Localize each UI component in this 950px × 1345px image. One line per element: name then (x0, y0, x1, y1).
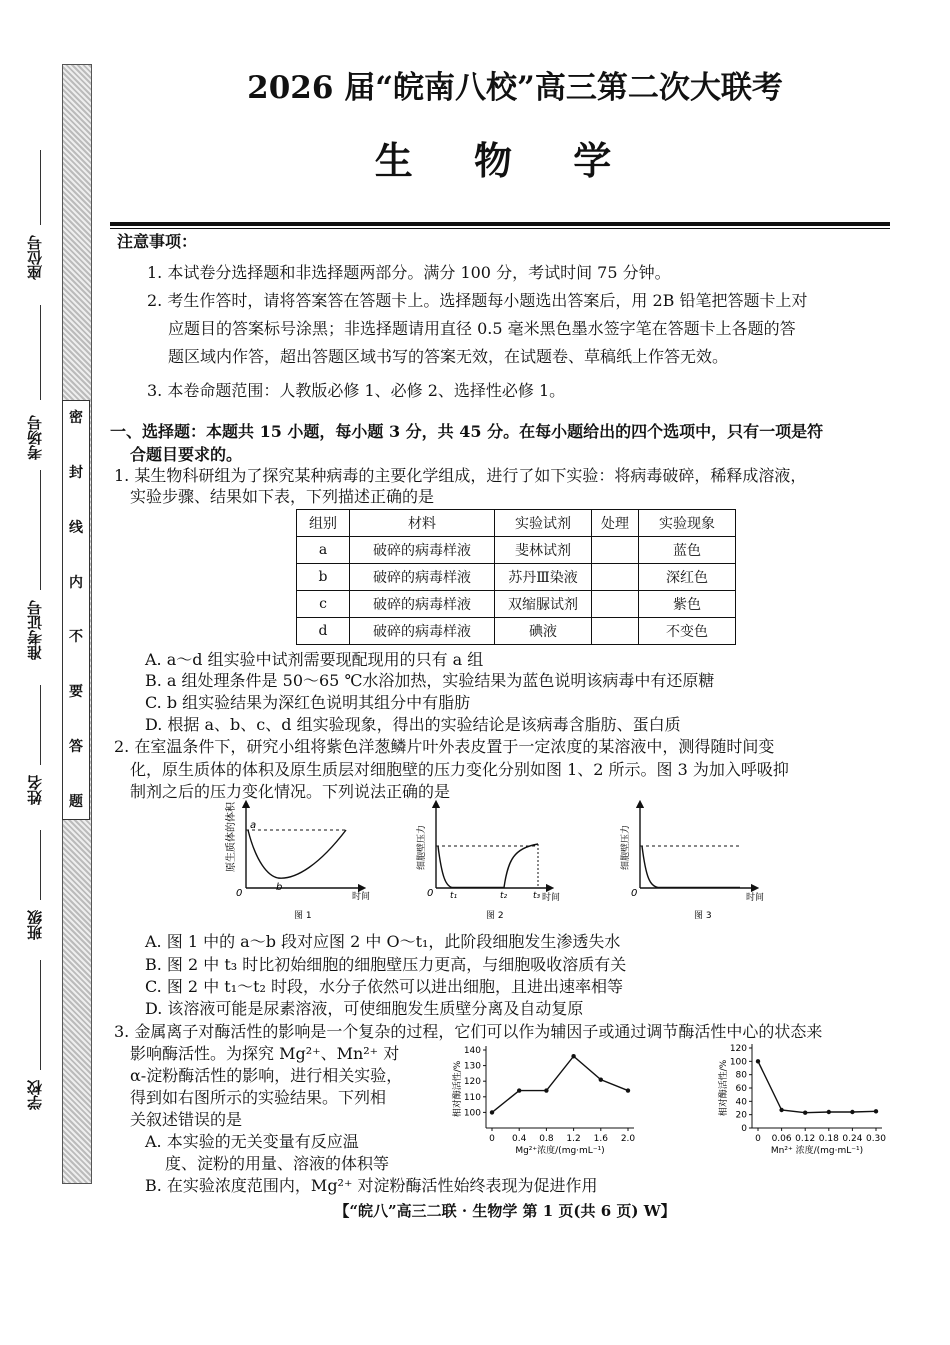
table-cell: 破碎的病毒样液 (350, 564, 495, 591)
school-field[interactable] (40, 960, 41, 1070)
table-row (297, 537, 736, 564)
table-row (297, 564, 736, 591)
q2-stem-cont: 制剂之后的压力变化情况。下列说法正确的是 (130, 782, 451, 801)
section-heading: 一、选择题：本题共 15 小题，每小题 3 分，共 45 分。在每小题给出的四个选项中，只有一项是符 (110, 422, 824, 441)
data-point (850, 1110, 854, 1114)
mn-chart (708, 1040, 898, 1165)
table-header: 实验试剂 (495, 510, 592, 537)
q1-stem: 1. 某生物科研组为了探究某种病毒的主要化学组成，进行了如下实验：将病毒破碎，稀释成溶液， (114, 466, 807, 485)
table-cell: b (297, 564, 350, 591)
q2-option-b: B. 图 2 中 t₃ 时比初始细胞的细胞壁压力更高，与细胞吸收溶质有关 (145, 955, 627, 974)
y-tick-label: 20 (735, 1110, 747, 1121)
x-tick-label: 0.12 (795, 1134, 816, 1144)
y-tick-label: 120 (463, 1077, 481, 1088)
table-cell: 蓝色 (639, 537, 736, 564)
x-tick-label: 0.06 (771, 1134, 792, 1144)
subject-title: 生 物 学 (374, 138, 636, 183)
data-point (599, 1077, 603, 1081)
table-header: 处理 (592, 510, 639, 537)
fig2-t2: t₂ (500, 891, 508, 901)
table-cell (592, 618, 639, 645)
data-point (803, 1110, 807, 1114)
x-tick-label: 0.24 (842, 1134, 863, 1144)
data-point (626, 1088, 630, 1092)
table-cell: 深红色 (639, 564, 736, 591)
table-cell: 破碎的病毒样液 (350, 618, 495, 645)
section-heading-cont: 合题目要求的。 (130, 445, 243, 464)
table-header: 材料 (350, 510, 495, 537)
x-tick-label: 0 (755, 1134, 761, 1144)
q2-option-a: A. 图 1 中的 a～b 段对应图 2 中 O～t₁，此阶段细胞发生渗透失水 (145, 932, 621, 951)
table-cell: c (297, 591, 350, 618)
q3-stem-cont: α-淀粉酶活性的影响，进行相关实验， (130, 1066, 403, 1085)
room-label: 考场号 (26, 415, 44, 460)
mg-chart (430, 1040, 650, 1165)
q3-stem-cont: 关叙述错误的是 (130, 1110, 243, 1129)
notice-item: 2. 考生作答时，请将答案答在答题卡上。选择题每小题选出答案后，用 2B 铅笔把答题卡上对 (147, 291, 808, 310)
data-point (756, 1059, 760, 1063)
y-tick-label: 40 (735, 1097, 747, 1108)
q1-option-a: A. a～d 组实验中试剂需要现配现用的只有 a 组 (145, 650, 484, 669)
q1-option-d: D. 根据 a、b、c、d 组实验现象，得出的实验结论是该病毒含脂肪、蛋白质 (145, 715, 681, 734)
table-cell: 碘液 (495, 618, 592, 645)
q3-option-b: B. 在实验浓度范围内，Mg²⁺ 对淀粉酶活性始终表现为促进作用 (145, 1176, 598, 1195)
y-axis-label: 相对酶活性/% (719, 1059, 729, 1117)
fig2-curve (438, 844, 538, 888)
seal-warning-box (62, 400, 90, 820)
notice-item: 1. 本试卷分选择题和非选择题两部分。满分 100 分，考试时间 75 分钟。 (147, 263, 671, 282)
data-point (874, 1109, 878, 1113)
table-header: 组别 (297, 510, 350, 537)
q1-option-c: C. b 组实验结果为深红色说明其组分中有脂肪 (145, 693, 471, 712)
table-cell: a (297, 537, 350, 564)
data-point (544, 1088, 548, 1092)
q2-stem: 2. 在室温条件下，研究小组将紫色洋葱鳞片叶外表皮置于一定浓度的某溶液中，测得随时间变 (114, 737, 775, 756)
q1-option-b: B. a 组处理条件是 50～65 ℃水浴加热，实验结果为蓝色说明该病毒中有还原糖 (145, 671, 715, 690)
x-axis-label: Mn²⁺ 浓度/(mg·mL⁻¹) (770, 1146, 864, 1156)
q3-option-a: A. 本实验的无关变量有反应温 (145, 1132, 359, 1151)
seal-char: 不 (69, 629, 83, 646)
x-tick-label: 0.8 (539, 1134, 554, 1144)
fig3-origin: 0 (631, 888, 638, 899)
fig3-ylabel: 细胞壁压力 (621, 824, 631, 870)
fig1-xlabel: 时间 (352, 892, 371, 902)
q2-option-d: D. 该溶液可能是尿素溶液，可使细胞发生质壁分离及自动复原 (145, 999, 584, 1018)
table-header: 实验现象 (639, 510, 736, 537)
seal-char: 内 (69, 574, 83, 591)
x-tick-label: 0.18 (818, 1134, 839, 1144)
fig2-xlabel: 时间 (542, 893, 561, 903)
fig1-curve (248, 830, 346, 878)
header-rule (110, 222, 890, 226)
data-point (779, 1108, 783, 1112)
seal-char: 答 (69, 739, 83, 756)
q2-option-c: C. 图 2 中 t₁～t₂ 时段，水分子依然可以进出细胞，且进出速率相等 (145, 977, 624, 996)
name-label: 姓名 (26, 775, 44, 805)
fig3-caption: 图 3 (694, 911, 712, 921)
figure-1 (224, 801, 370, 921)
table-cell (592, 537, 639, 564)
fig2-t3: t₃ (533, 891, 541, 901)
q2-figures (220, 800, 780, 928)
table-row (297, 591, 736, 618)
table-cell (592, 591, 639, 618)
table-cell: 破碎的病毒样液 (350, 537, 495, 564)
exam-title: 2026 届“皖南八校”高三第二次大联考 (247, 70, 783, 106)
y-axis-label: 相对酶活性/% (453, 1060, 463, 1118)
header-rule-thin (110, 228, 890, 229)
series-line (758, 1061, 876, 1112)
ticket-field[interactable] (40, 470, 41, 590)
fig3-curve (642, 846, 740, 888)
seat-label: 座位号 (26, 235, 44, 280)
table-cell: 苏丹Ⅲ染液 (495, 564, 592, 591)
seal-char: 密 (69, 410, 83, 426)
table-cell: 斐林试剂 (495, 537, 592, 564)
notice-heading: 注意事项： (117, 232, 198, 251)
table-cell: 破碎的病毒样液 (350, 591, 495, 618)
table-cell (592, 564, 639, 591)
fig1-origin: 0 (236, 888, 243, 899)
data-point (490, 1110, 494, 1114)
class-label: 班级 (26, 910, 44, 940)
y-tick-label: 130 (463, 1061, 481, 1072)
notice-item: 应题目的答案标号涂黑；非选择题请用直径 0.5 毫米黑色墨水签字笔在答题卡上各题的答 (168, 319, 796, 338)
table-row (297, 618, 736, 645)
x-tick-label: 0.4 (512, 1134, 527, 1144)
x-tick-label: 2.0 (620, 1134, 636, 1144)
x-tick-label: 0 (489, 1134, 495, 1144)
q3-stem-cont: 影响酶活性。为探究 Mg²⁺、Mn²⁺ 对 (130, 1044, 400, 1063)
y-tick-label: 120 (729, 1044, 747, 1054)
table-cell: 不变色 (639, 618, 736, 645)
fig2-ylabel: 细胞壁压力 (417, 824, 427, 870)
q1-table (296, 509, 736, 645)
q2-stem-cont: 化，原生质体的体积及原生质层对细胞壁的压力变化分别如图 1、2 所示。图 3 为加入呼吸抑 (130, 760, 789, 779)
fig2-caption: 图 2 (486, 911, 504, 921)
data-point (827, 1110, 831, 1114)
table-cell: 双缩脲试剂 (495, 591, 592, 618)
page-footer: 【“皖八”高三二联 · 生物学 第 1 页(共 6 页) W】 (334, 1202, 676, 1220)
class-field[interactable] (40, 830, 41, 900)
series-line (492, 1056, 628, 1112)
y-tick-label: 80 (735, 1070, 747, 1081)
seal-char: 题 (69, 793, 83, 810)
seal-char: 封 (69, 464, 83, 481)
y-tick-label: 110 (463, 1092, 481, 1103)
y-tick-label: 0 (741, 1124, 747, 1134)
fig2-origin: 0 (427, 888, 434, 899)
fig3-xlabel: 时间 (746, 893, 765, 903)
fig2-t1: t₁ (450, 891, 458, 901)
y-tick-label: 100 (463, 1108, 481, 1119)
notice-item: 题区域内作答，超出答题区域书写的答案无效，在试题卷、草稿纸上作答无效。 (168, 347, 729, 366)
school-label: 学校 (26, 1080, 44, 1110)
x-tick-label: 1.6 (593, 1134, 608, 1144)
q3-option-a-cont: 度、淀粉的用量、溶液的体积等 (165, 1154, 390, 1173)
figure-3 (619, 804, 764, 921)
fig1-caption: 图 1 (294, 911, 312, 921)
q3-stem-cont: 得到如右图所示的实验结果。下列相 (130, 1088, 387, 1107)
seal-char: 线 (69, 519, 83, 536)
data-point (517, 1088, 521, 1092)
name-field[interactable] (40, 685, 41, 765)
room-field[interactable] (40, 305, 41, 400)
fig1-a: a (250, 820, 257, 831)
fig1-b: b (276, 882, 283, 893)
notice-item: 3. 本卷命题范围：人教版必修 1、必修 2、选择性必修 1。 (147, 381, 566, 400)
fig1-ylabel: 原生质体的体积 (226, 802, 237, 872)
x-tick-label: 1.2 (566, 1134, 581, 1144)
q3-stem: 3. 金属离子对酶活性的影响是一个复杂的过程，它们可以作为辅因子或通过调节酶活性中心的状态来 (114, 1022, 823, 1041)
q1-stem-cont: 实验步骤、结果如下表，下列描述正确的是 (130, 487, 435, 506)
table-cell: 紫色 (639, 591, 736, 618)
seal-char: 要 (69, 684, 83, 701)
y-tick-label: 60 (735, 1084, 747, 1094)
y-tick-label: 100 (729, 1057, 747, 1068)
table-cell: d (297, 618, 350, 645)
x-tick-label: 0.30 (865, 1134, 887, 1144)
data-point (571, 1054, 575, 1058)
figure-2 (415, 804, 560, 921)
y-tick-label: 140 (463, 1046, 481, 1056)
x-axis-label: Mg²⁺浓度/(mg·mL⁻¹) (515, 1146, 605, 1156)
ticket-label: 准考证号 (26, 600, 44, 660)
